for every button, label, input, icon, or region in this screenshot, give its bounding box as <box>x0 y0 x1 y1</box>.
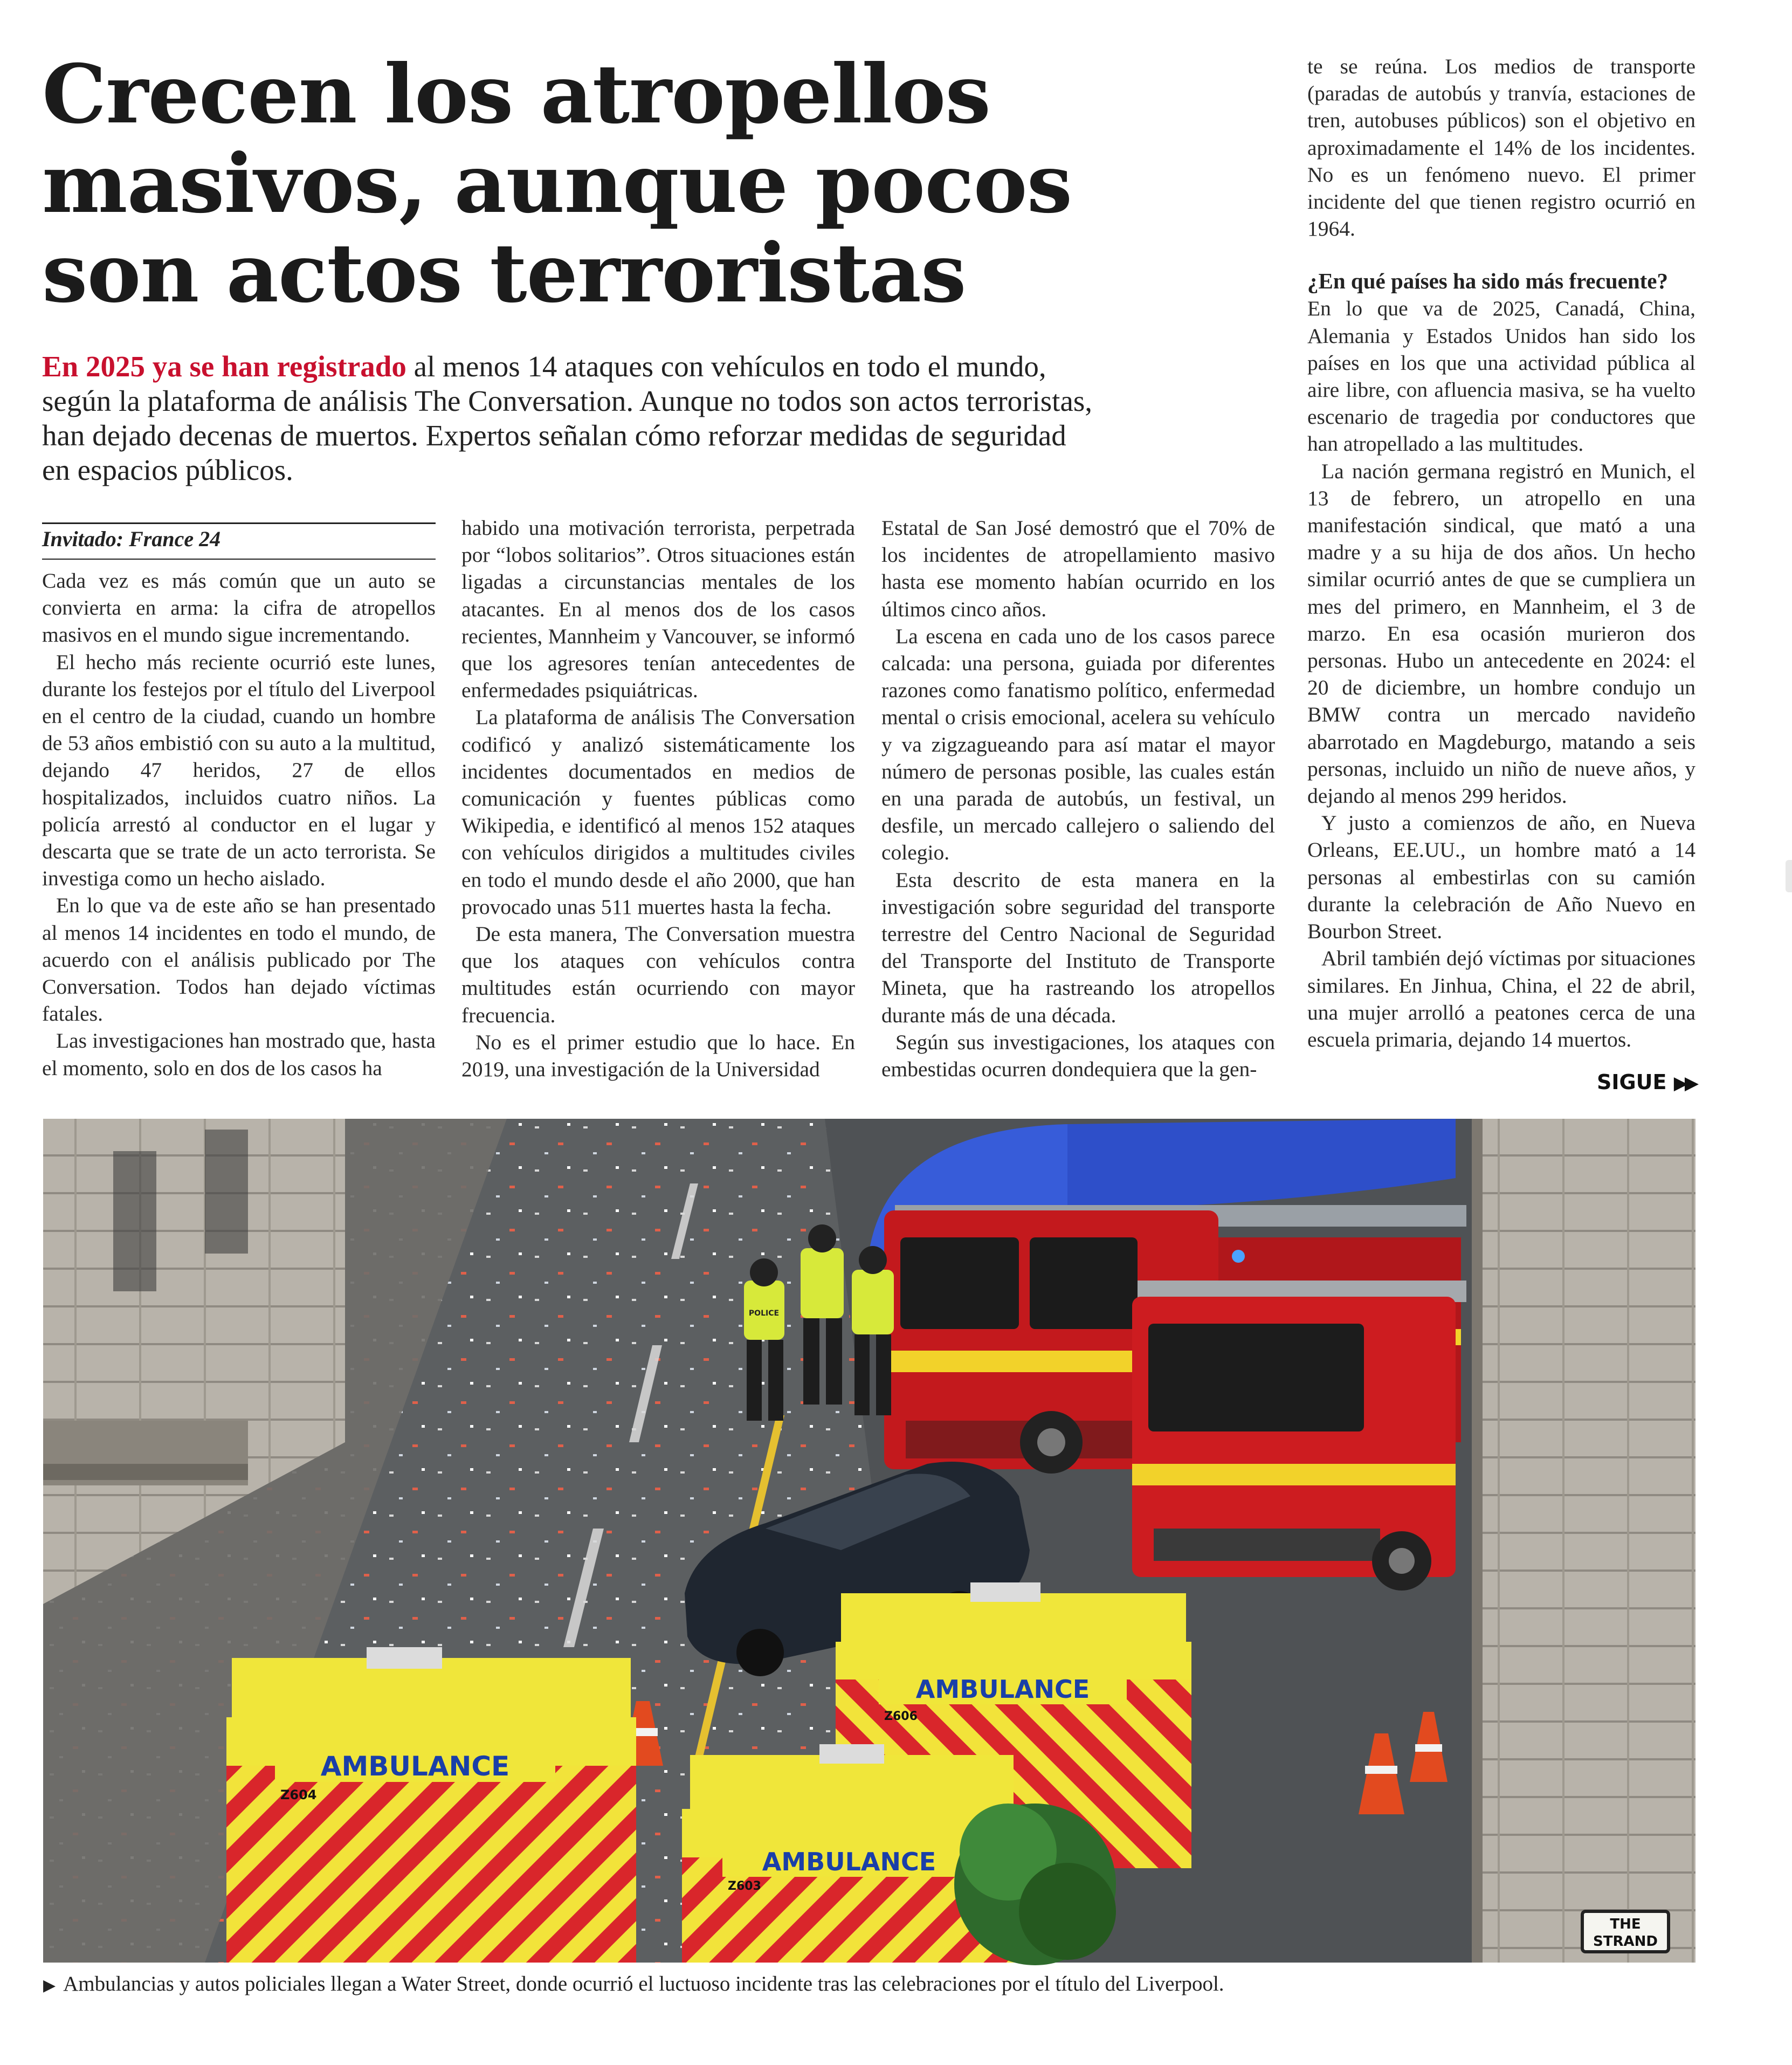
col3-paragraph-3: Esta descrito de esta manera en la investigación sobre seguridad del transporte terrestre del Centro Nacional de Seguridad del Transporte del Instituto de Transporte Mineta, que ha rastreando los atropellos durante más de una década. <box>881 868 1275 1027</box>
caption-text: Ambulancias y autos policiales llegan a Water Street, donde ocurrió el luctuoso incidente tras las celebraciones por el título del Liverpool. <box>63 1972 1224 1995</box>
col4-paragraph-3: La nación germana registró en Munich, el 13 de febrero, un atropello en una manifestación sindical, que mató a una madre y a su hija de dos años. Un hecho similar ocurrió antes de que se cumpliera un mes del primero, en Mannheim, el 3 de marzo. En esa ocasión murieron dos personas. Hubo un antecedente en 2024: el 20 de diciembre, un hombre condujo un BMW contra un mercado navideño abarrotado en Magdeburgo, matando a seis personas, incluido un niño de nueve años, y dejando al menos 299 heridos. <box>1307 459 1695 808</box>
col3-paragraph-1: Estatal de San José demostró que el 70% de los incidentes de atropellamiento masivo hasta ese momento habían ocurrido en los últimos cinco años. <box>881 516 1275 621</box>
article-column-4 <box>1307 53 1695 1051</box>
article-column-3 <box>881 514 1275 1090</box>
col1-paragraph-1: Cada vez es más común que un auto se convierta en arma: la cifra de atropellos masivos en el mundo sigue incrementando. <box>42 569 436 647</box>
col2-paragraph-1: habido una motivación terrorista, perpetrada por “lobos solitarios”. Otros situaciones están ligadas a circunstancias mentales de los atacantes. En al menos dos de los casos recientes, Mannheim y Vancouver, se informó que los agresores tenían antecedentes de enfermedades psiquiátricas. <box>461 516 855 703</box>
col4-paragraph-4: Y justo a comienzos de año, en Nueva Orleans, EE.UU., un hombre mató a 14 personas al embestirlas con su camión durante la celebración de Año Nuevo en Bourbon Street. <box>1307 811 1695 944</box>
col4-paragraph-1: te se reúna. Los medios de transporte (paradas de autobús y tranvía, estaciones de tren, autobuses públicos) son el objetivo en aproximadamente el 14% de los incidentes. No es un fenómeno nuevo. El primer incidente del que tienen registro ocurrió en 1964. <box>1307 54 1695 241</box>
col3-paragraph-4: Según sus investigaciones, los ataques con embestidas ocurren dondequiera que la gen- <box>881 1030 1275 1082</box>
tree <box>954 1804 1116 1965</box>
byline-rule-top <box>42 522 436 524</box>
headline-line-1: Crecen los atropellos <box>42 47 990 142</box>
street-sign-line-2: STRAND <box>1593 1933 1658 1950</box>
ambulance-1-label: AMBULANCE <box>320 1751 510 1782</box>
col4-paragraph-5: Abril también dejó víctimas por situaciones similares. En Jinhua, China, el 22 de abril, una mujer arrolló a peatones cerca de una escuela primaria, dejando 14 muertos. <box>1307 946 1695 1051</box>
ambulance-3-id: Z603 <box>728 1880 761 1893</box>
headline-line-2: masivos, aunque pocos <box>42 136 1072 231</box>
lead-line-1: al menos 14 ataques con vehículos en todo el mundo, <box>406 350 1046 383</box>
ambulance-2-label: AMBULANCE <box>915 1675 1090 1704</box>
police-vest-label: POLICE <box>748 1309 780 1318</box>
article-column-1 <box>42 567 436 1090</box>
street-sign-line-1: THE <box>1610 1916 1641 1932</box>
continue-marker <box>1563 1070 1695 1094</box>
lead-paragraph <box>42 349 1228 487</box>
ambulance-3-label: AMBULANCE <box>762 1847 936 1876</box>
ambulance-1 <box>226 1647 636 1963</box>
col1-paragraph-2: El hecho más reciente ocurrió este lunes, durante los festejos por el título del Liverpool en el centro de la ciudad, cuando un hombre de 53 años embistió con su auto a la multitud, dejando 47 heridos, 27 de ellos hospitalizados, incluidos cuatro niños. La policía arrestó al conductor en el lugar y descarta que se trate de un acto terrorista. Se investiga como un hecho aislado. <box>42 650 436 891</box>
ambulance-2-id: Z606 <box>884 1710 918 1723</box>
byline: Invitado: France 24 <box>42 527 221 551</box>
fire-engine-2 <box>1132 1250 1466 1591</box>
page-edge-mark <box>1786 860 1792 892</box>
lead-line-2: según la plataforma de análisis The Conversation. Aunque no todos son actos terroristas, <box>42 384 1093 417</box>
col2-paragraph-3: De esta manera, The Conversation muestra que los ataques con vehículos contra multitudes están ocurriendo con mayor frecuencia. <box>461 922 855 1027</box>
col2-paragraph-2: La plataforma de análisis The Conversation codificó y analizó sistemáticamente los incidentes documentados en medios de comunicación y fuentes públicas como Wikipedia, e identificó al menos 152 ataques con vehículos dirigidos a multitudes civiles en todo el mundo desde el año 2000, que han provocado unas 511 muertes hasta la fecha. <box>461 705 855 919</box>
subheading: ¿En qué países ha sido más frecuente? <box>1307 269 1668 294</box>
col1-paragraph-4: Las investigaciones han mostrado que, hasta el momento, solo en dos de los casos ha <box>42 1029 436 1080</box>
article-column-2 <box>461 514 855 1090</box>
caption-triangle-icon: ▶ <box>43 1977 56 1994</box>
lead-line-3: han dejado decenas de muertos. Expertos señalan cómo reforzar medidas de seguridad <box>42 419 1066 452</box>
byline-rule-bottom <box>42 559 436 560</box>
col4-paragraph-2: En lo que va de 2025, Canadá, China, Alemania y Estados Unidos han sido los países en los que una actividad pública al aire libre, con afluencia masiva, se ha vuelto escenario de tragedia por conductores que han atropellado a las multitudes. <box>1307 297 1695 456</box>
lead-highlight: En 2025 ya se han registrado <box>42 350 406 383</box>
double-arrow-icon: ▶▶ <box>1673 1072 1695 1094</box>
photo-caption <box>43 1971 1695 1999</box>
col2-paragraph-4: No es el primer estudio que lo hace. En 2019, una investigación de la Universidad <box>461 1030 855 1082</box>
col1-paragraph-3: En lo que va de este año se han presentado al menos 14 incidentes en todo el mundo, de acuerdo con el análisis publicado por The Conversation. Todos han dejado víctimas fatales. <box>42 893 436 1026</box>
continue-label: SIGUE <box>1596 1070 1667 1094</box>
col3-paragraph-2: La escena en cada uno de los casos parece calcada: una persona, guiada por diferentes razones como fanatismo político, enfermedad mental o crisis emocional, acelera su vehículo y va zigzagueando para así matar el mayor número de personas posible, las cuales están en una parada de autobús, un festival, un desfile, un mercado callejero o saliendo del colegio. <box>881 624 1275 865</box>
headline <box>42 47 1072 321</box>
lead-line-4: en espacios públicos. <box>42 453 293 486</box>
ambulance-1-id: Z604 <box>280 1787 317 1802</box>
photo-illustration <box>43 1119 1695 1963</box>
headline-line-3: son actos terroristas <box>42 226 966 321</box>
news-photo <box>43 1119 1695 1963</box>
